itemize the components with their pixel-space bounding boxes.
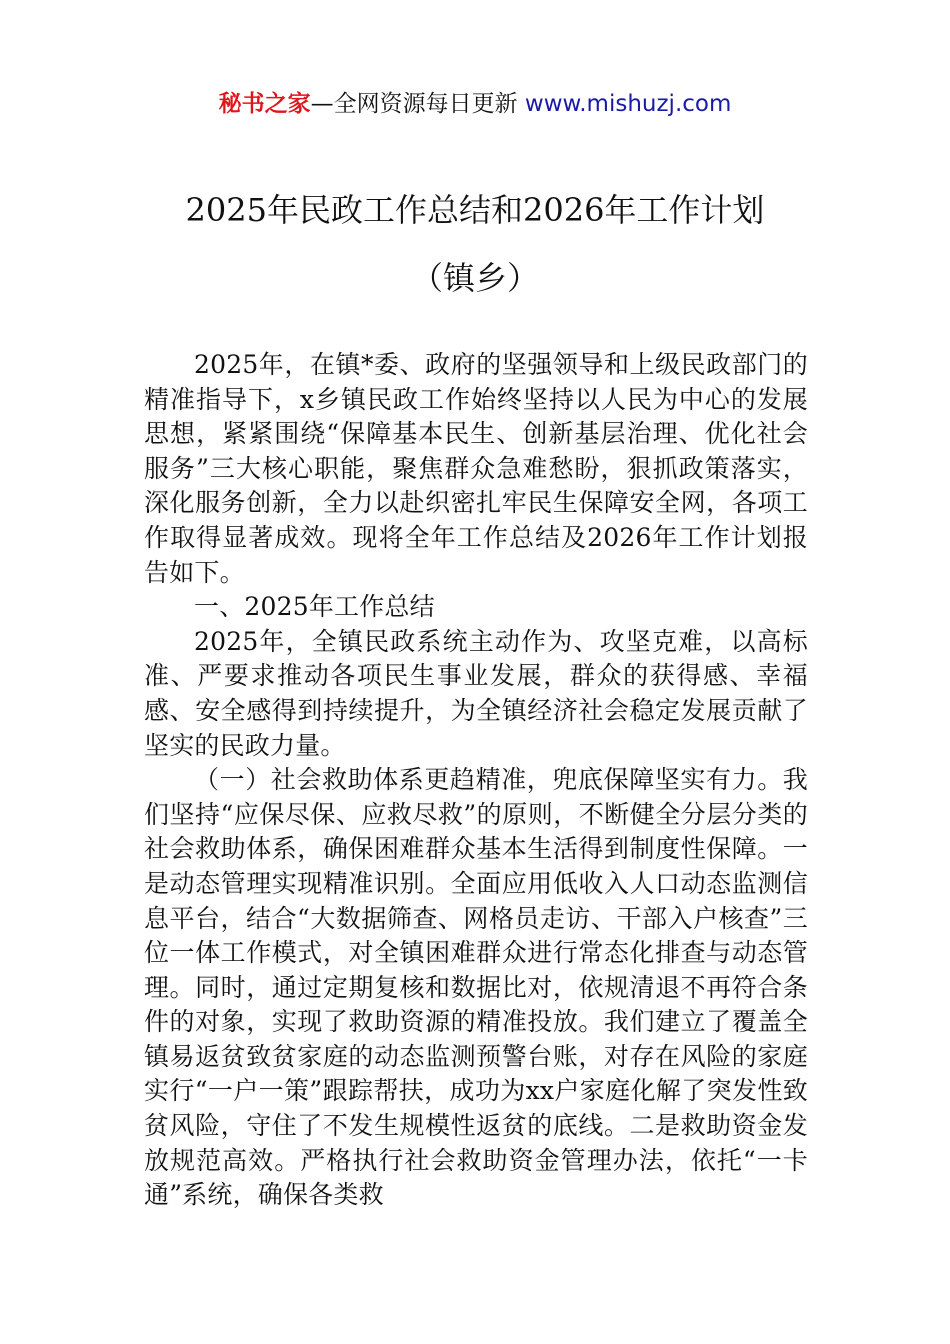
section-heading: 一、2025年工作总结 (194, 592, 435, 622)
summary-paragraph: 2025年，全镇民政系统主动作为、攻坚克难，以高标准、严要求推动各项民生事业发展，群众的获得感、幸福感、安全感得到持续提升，为全镇经济社会稳定发展贡献了坚实的民政力量。 (144, 626, 808, 760)
subsection-paragraph: （一）社会救助体系更趋精准，兜底保障坚实有力。我们坚持“应保尽保、应救尽救”的原则，不断健全分层分类的社会救助体系，确保困难群众基本生活得到制度性保障。一是动态管理实现精准识别。全面应用低收入人口动态监测信息平台，结合“大数据筛查、网格员走访、干部入户核查”三位一体工作模式，对全镇困难群众进行常态化排查与动态管理。同时，通过定期复核和数据比对，依规清退不再符合条件的对象，实现了救助资源的精准投放。我们建立了覆盖全镇易返贫致贫家庭的动态监测预警台账，对存在风险的家庭实行“一户一策”跟踪帮扶，成功为xx户家庭化解了突发性致贫风险，守住了不发生规模性返贫的底线。二是救助资金发放规范高效。严格执行社会救助资金管理办法，依托“一卡通”系统，确保各类救 (144, 765, 808, 1210)
intro-paragraph: 2025年，在镇*委、政府的坚强领导和上级民政部门的精准指导下，x乡镇民政工作始终坚持以人民为中心的发展思想，紧紧围绕“保障基本民生、创新基层治理、优化社会服务”三大核心职能，聚焦群众急难愁盼，狠抓政策落实，深化服务创新，全力以赴织密扎牢民生保障安全网，各项工作取得显著成效。现将全年工作总结及2026年工作计划报告如下。 (144, 350, 808, 587)
site-tagline: —全网资源每日更新 (310, 91, 525, 117)
document-subtitle: （镇乡） (410, 259, 539, 297)
site-url-link[interactable]: www.mishuzj.com (524, 91, 732, 117)
document-body (144, 348, 808, 1213)
document-title: 2025年民政工作总结和2026年工作计划 (185, 191, 765, 229)
site-header (0, 86, 950, 122)
site-brand: 秘书之家 (218, 91, 311, 117)
